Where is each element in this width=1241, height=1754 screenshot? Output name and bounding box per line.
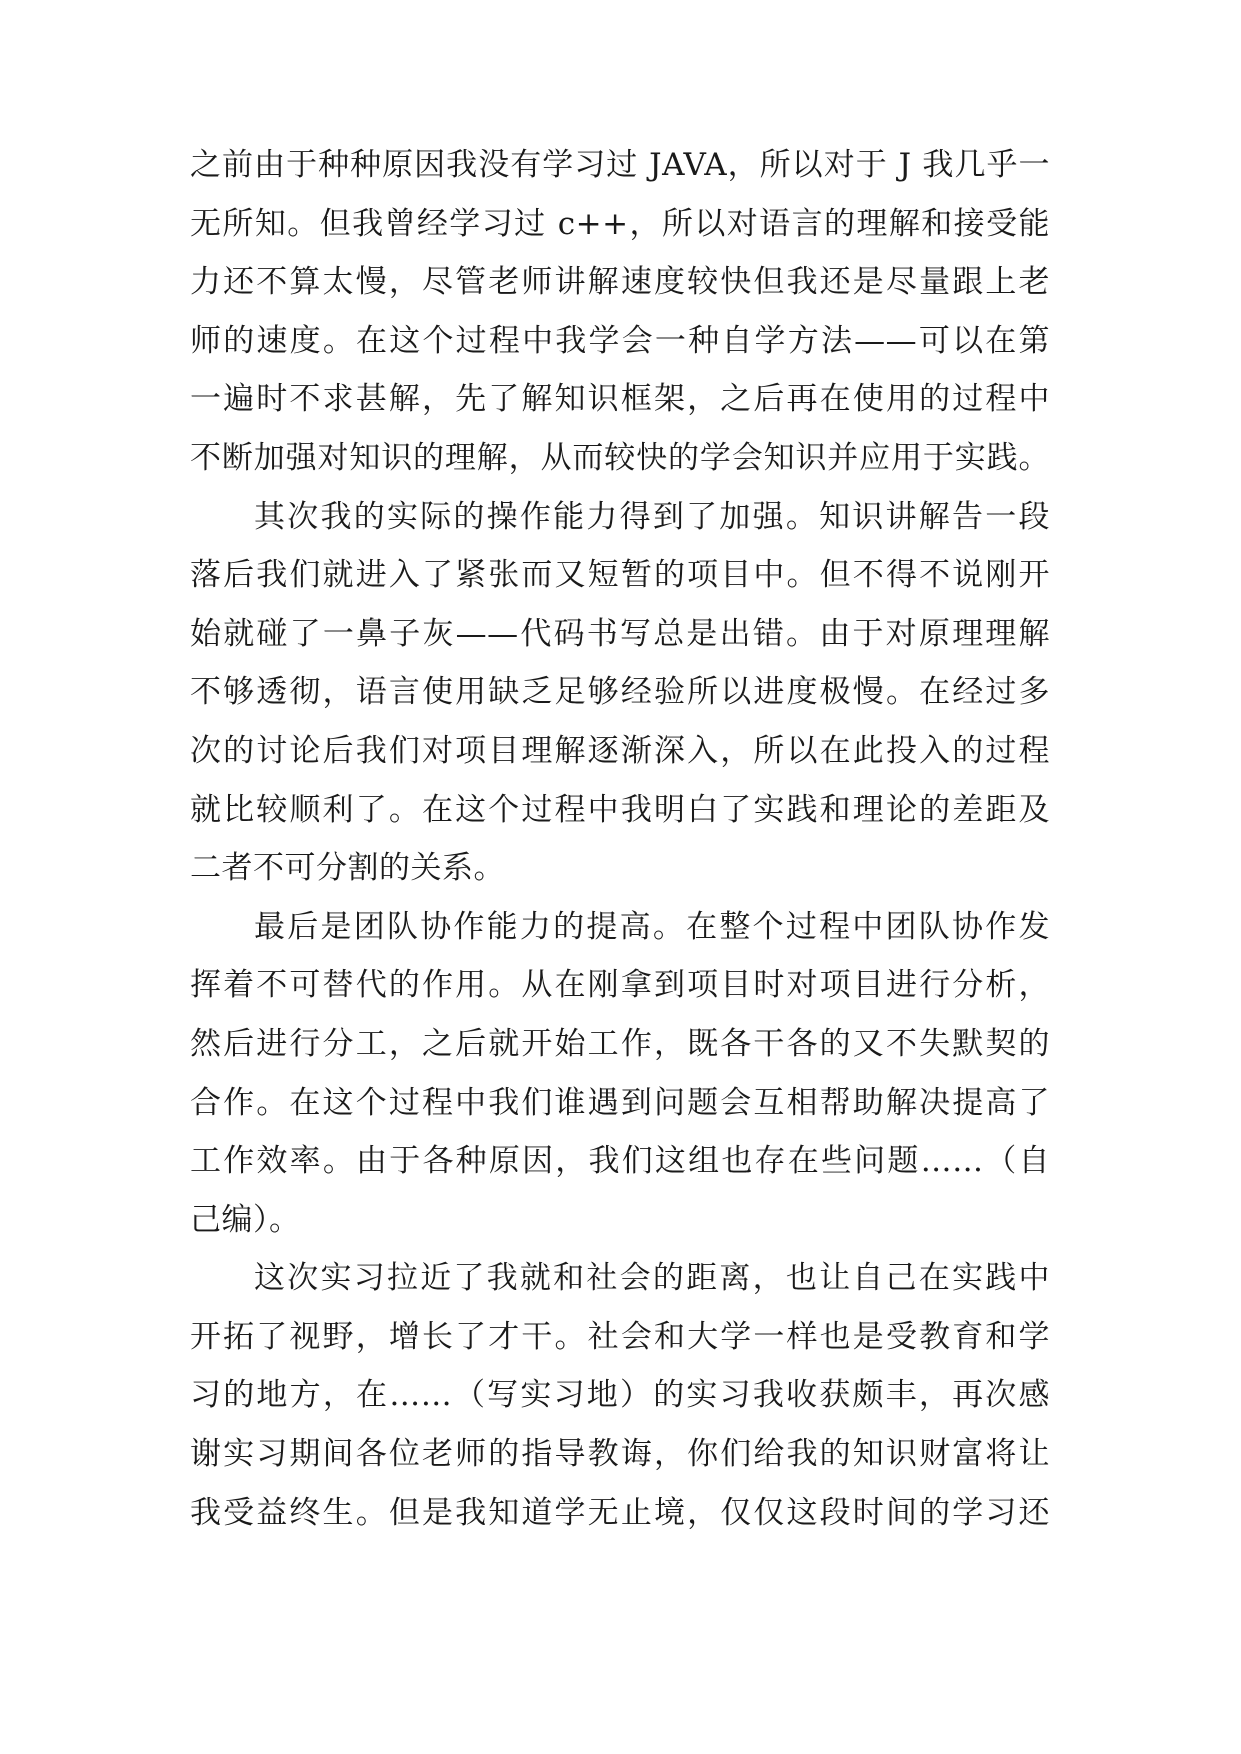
text-line: 无所知。但我曾经学习过 c++，所以对语言的理解和接受能 (190, 205, 1050, 242)
text-line: 次的讨论后我们对项目理解逐渐深入，所以在此投入的过程 (190, 732, 1050, 769)
paragraph-start-line: 这次实习拉近了我就和社会的距离，也让自己在实践中 (254, 1260, 1050, 1297)
paragraph-start-line: 其次我的实际的操作能力得到了加强。知识讲解告一段 (254, 498, 1050, 535)
text-line: 不够透彻，语言使用缺乏足够经验所以进度极慢。在经过多 (190, 674, 1050, 711)
paragraph-end-line: 己编）。 (190, 1201, 301, 1238)
text-line: 我受益终生。但是我知道学无止境，仅仅这段时间的学习还 (190, 1494, 1050, 1531)
text-line: 合作。在这个过程中我们谁遇到问题会互相帮助解决提高了 (190, 1084, 1050, 1121)
text-line: 之前由于种种原因我没有学习过 JAVA，所以对于 J 我几乎一 (190, 147, 1050, 183)
text-line: 开拓了视野，增长了才干。社会和大学一样也是受教育和学 (190, 1318, 1050, 1355)
text-line: 然后进行分工，之后就开始工作，既各干各的又不失默契的 (190, 1025, 1050, 1062)
text-line: 谢实习期间各位老师的指导教诲，你们给我的知识财富将让 (190, 1436, 1050, 1473)
text-line: 始就碰了一鼻子灰——代码书写总是出错。由于对原理理解 (190, 615, 1050, 652)
text-line: 挥着不可替代的作用。从在刚拿到项目时对项目进行分析， (190, 967, 1050, 1004)
paragraph-start-line: 最后是团队协作能力的提高。在整个过程中团队协作发 (254, 908, 1050, 945)
text-line: 工作效率。由于各种原因，我们这组也存在些问题……（自 (190, 1143, 1050, 1180)
text-line: 就比较顺利了。在这个过程中我明白了实践和理论的差距及 (190, 791, 1050, 828)
paragraph-end-line: 二者不可分割的关系。 (190, 850, 505, 887)
text-line: 不断加强对知识的理解，从而较快的学会知识并应用于实践。 (190, 439, 1050, 476)
text-line: 师的速度。在这个过程中我学会一种自学方法——可以在第 (190, 322, 1050, 359)
text-line: 习的地方，在……（写实习地）的实习我收获颇丰，再次感 (190, 1377, 1050, 1414)
document-body (190, 136, 1050, 1542)
text-line: 一遍时不求甚解，先了解知识框架，之后再在使用的过程中 (190, 381, 1050, 418)
text-line: 力还不算太慢，尽管老师讲解速度较快但我还是尽量跟上老 (190, 264, 1050, 301)
text-line: 落后我们就进入了紧张而又短暂的项目中。但不得不说刚开 (190, 557, 1050, 594)
